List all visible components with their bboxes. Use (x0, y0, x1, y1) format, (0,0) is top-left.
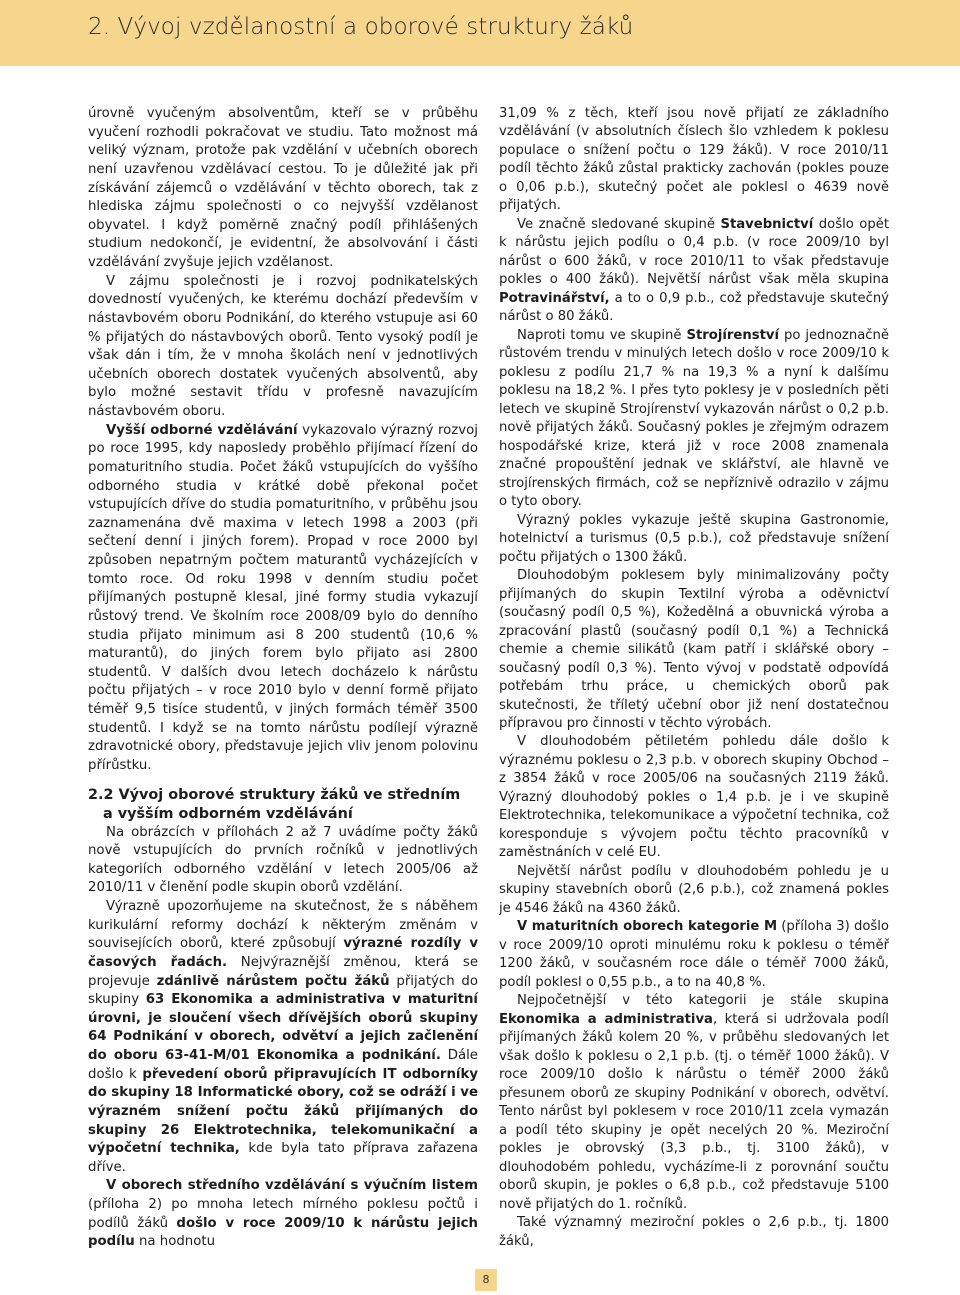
bold-term: došlo v roce 2009/10 k nárůstu jejich podílu (88, 1215, 479, 1250)
paragraph: Výrazný pokles vykazuje ještě skupina Gastronomie, hotelnictví a turismus (0,5 p.b.), což představuje snížení počtu přijatých o 1300 žáků. (499, 512, 889, 565)
paragraph (499, 327, 889, 512)
bold-term: Strojírenství (686, 327, 779, 343)
paragraph: Dlouhodobým poklesem byly minimalizovány počty přijímaných do skupin Textilní výroba a oděvnictví (současný podíl 0,5 %), Kožedělná a obuvnická výroba a zpracování plastů (současný podíl 0,1 %) a Technická chemie a chemie silikátů (kam patří i sklářské obory – současný podíl 0,3 %). Tento vývoj v podstatě odpovídá potřebám trhu práce, u chemických oborů pak skutečnosti, že tříletý učební obor již není dostatečnou přípravou pro činnosti v těchto výrobách. (499, 568, 889, 731)
bold-term: Stavebnictví (720, 216, 814, 232)
paragraph-text: přijatých do skupiny (88, 973, 479, 1008)
paragraph-text: Ve značně sledované skupině (517, 216, 721, 232)
paragraph (88, 1177, 478, 1252)
paragraph-text: po jednoznačně růstovém trendu v minulých letech došlo v roce 2009/10 k poklesu z podílu 21,7 % na 19,3 % a nyní k dalšímu poklesu na 18,2 %. I přes tyto poklesy je v posledních pěti letech ve skupině Strojírenství vykazován nárůst o 0,2 p.b. nově přijatých žáků. Současný pokles je zřejmým odrazem hospodářské krize, která již v roce 2008 znamenala značné propouštění jednak ve sklářství, ale hlavně ve strojírenských firmách, což se nepříznivě odrazilo v zájmu o tyto obory. (499, 327, 889, 510)
paragraph: úrovně vyučeným absolventům, kteří se v průběhu vyučení rozhodli pokračovat ve studiu. Tato možnost má veliký význam, protože pak vzdělání v učebních oborech není uzavřenou vzdělávací cestou. To je důležité jak při získávání zájemců o vzdělávání v těchto oborech, tak z hlediska zájmu společnosti o co nejvyšší vzdělanost obyvatel. I když poměrně značný podíl přihlášených studium nedokončí, je evidentní, že absolvování i části vzdělávání zvyšuje jejich vzdělanost. (88, 106, 478, 270)
section-heading-line-1: 2.2 Vývoj oborové struktury žáků ve středním (88, 786, 461, 803)
page-title: 2. Vývoj vzdělanostní a oborové struktury žáků (88, 14, 634, 40)
paragraph-text: kde byla tato příprava zařazena dříve. (88, 1141, 478, 1175)
paragraph-text: (příloha 2) po mnoha letech mírného poklesu počtů i podílů žáků (88, 1197, 478, 1231)
paragraph-text: (příloha 3) došlo v roce 2009/10 oproti minulému roku k poklesu o téměř 1200 žáků, v současném roce dále o téměř 7000 žáků, podíl poklesl o 0,55 p.b., a to na 40,8 %. (499, 919, 890, 990)
page-number: 8 (482, 1273, 490, 1286)
paragraph-text: Nejpočetnější v této kategorii je stále skupina (517, 993, 889, 1009)
paragraph-text: a to o 0,9 p.b., což představuje skutečný nárůst o 80 žáků. (499, 290, 889, 325)
right-column (499, 105, 889, 1251)
paragraph: Také významný meziroční pokles o 2,6 p.b., tj. 1800 žáků, (499, 1215, 889, 1249)
bold-term: V oborech středního vzdělávání s výučním listem (106, 1178, 478, 1194)
paragraph-text: došlo opět k nárůstu jejich podílu o 0,4 p.b. (v roce 2009/10 byl nárůst o 600 žáků, v roce 2010/11 to však představuje pokles o 400 žáků). Největší nárůst však měla skupina (499, 216, 889, 288)
paragraph: Největší nárůst podílu v dlouhodobém pohledu je u skupiny stavebních oborů (2,6 p.b.), což znamená pokles je 4546 žáků na 4360 žáků. (499, 863, 889, 916)
paragraph: Na obrázcích v přílohách 2 až 7 uvádíme počty žáků nově vstupujících do prvních ročníků v jednotlivých kategoriích odborného vzdělání v letech 2005/06 až 2010/11 v členění podle skupin oborů vzdělání. (88, 824, 478, 896)
paragraph: V zájmu společnosti je i rozvoj podnikatelských dovedností vyučených, ke kterému dochází především v nástavbovém oboru Podnikání, do kterého vstupuje asi 60 % přijatých do nástavbových oborů. Tento vysoký podíl je však dán i tím, že v mnoha školách není v jednotlivých učebních oborech dostatek vyučených absolventů, aby bylo možné sestavit třídu v profesně navazujícím nástavbovém oboru. (88, 273, 478, 419)
bold-term: V maturitních oborech kategorie M (517, 919, 778, 935)
section-heading-line-2: a vyšším odborném vzdělávání (103, 805, 353, 822)
paragraph-text: Naproti tomu ve skupině (517, 327, 687, 343)
bold-term: Vyšší odborné vzdělávání (106, 422, 298, 438)
page-number-box (475, 1269, 497, 1291)
paragraph (499, 216, 889, 327)
bold-term: Potravinářství, (499, 290, 610, 306)
bold-term: zdánlivě nárůstem počtu žáků (156, 973, 390, 989)
paragraph (499, 918, 889, 992)
paragraph: 31,09 % z těch, kteří jsou nově přijatí ze základního vzdělávání (v absolutních číslech šlo vzhledem k poklesu populace o snížení počtu o 129 žáků). V roce 2010/11 podíl těchto žáků zůstal prakticky zachován (pokles pouze o 0,06 p.b.), skutečný počet ale poklesl o 4639 nově přijatých. (499, 106, 889, 214)
bold-term: Ekonomika a administrativa (499, 1011, 713, 1027)
bold-term: 63 Ekonomika a administrativa v maturitní úrovni, je sloučení všech dřívějších oborů skupiny 64 Podnikání v oborech, odvětví a jejich začlenění do oboru 63-41-M/01 Ekonomika a podnikání. (88, 992, 478, 1064)
paragraph-text: na hodnotu (134, 1234, 216, 1250)
section-heading (88, 786, 478, 824)
paragraph-text: vykazovalo výrazný rozvoj po roce 1995, kdy naposledy proběhlo přijímací řízení do pomaturitního studia. Počet žáků vstupujících do vyššího odborného studia v krátké době překonal počet vstupujících dříve do studia pomaturitního, v průběhu jsou zaznamenána dvě maxima v letech 1998 a 2003 (při sečtení denní i jiných forem). Propad v roce 2000 byl způsoben nepatrným počtem maturantů vycházejících v tomto roce. Od roku 1998 v denním studiu počet přijímaných postupně klesal, jiné formy studia vykazují růstový trend. Ve školním roce 2008/09 bylo do denního studia přijato minimum asi 8 200 studentů (10,6 % maturantů), do jiných forem bylo přijato asi 2800 studentů. V dalších dvou letech docházelo k nárůstu počtu přijatých – v roce 2010 bylo v denní formě přijato téměř 9,5 tisíce studentů, v jiných formách téměř 3500 studentů. I když se na tomto nárůstu podílejí výrazně zdravotnické obory, představuje jejich vliv jenom polovinu přírůstku. (88, 422, 478, 773)
paragraph-text: Výrazně upozorňujeme na skutečnost, že s náběhem kurikulární reformy dochází k některým změnám v souvisejících oborů, které způsobují (88, 899, 478, 952)
paragraph-text: Nejvýraznější změnou, která se projevuje (88, 954, 479, 989)
bold-term: výrazné rozdíly v časových řadách. (88, 936, 479, 970)
paragraph: V dlouhodobém pětiletém pohledu dále došlo k výraznému poklesu o 2,3 p.b. v oborech skupiny Obchod – z 3854 žáků v roce 2005/06 na současných 2119 žáků. Výrazný dlouhodobý pokles o 1,4 p.b. je i ve skupině Elektrotechnika, telekomunikace a výpočetní technika, což koresponduje s vývojem počtu těchto pracovníků v zaměstnáních v celé EU. (499, 734, 889, 861)
paragraph (88, 898, 478, 1177)
paragraph (88, 422, 478, 776)
left-column (88, 105, 478, 1252)
paragraph-text: , která si udržovala podíl přijímaných žáků kolem 20 %, v průběhu sledovaných let však došlo k poklesu o 2,1 p.b. (tj. o téměř 1000 žáků). V roce 2009/10 došlo k nárůstu o téměř 2000 žáků přesunem oborů ze skupiny Podnikání v oborech, odvětví. Tento nárůst byl poklesem v roce 2010/11 zcela vymazán a podíl této skupiny je opět necelých 20 %. Meziroční pokles je obrovský (3,3 p.b., tj. 3100 žáků), v dlouhodobém pohledu, vycházíme-li z porovnání součtu oborů skupin, je pokles o 6,8 p.b., což představuje 5100 nově přijatých do 1. ročníků. (499, 1011, 889, 1212)
paragraph (499, 992, 889, 1214)
paragraph-text: Dále došlo k (88, 1048, 478, 1082)
bold-term: převedení oborů připravujících IT odborníky do skupiny 18 Informatické obory, což se odráží i ve výrazném snížení počtu žáků přijímaných do skupiny 26 Elektrotechnika, telekomunikační a výpočetní technika, (88, 1066, 478, 1157)
header-band (0, 0, 960, 66)
